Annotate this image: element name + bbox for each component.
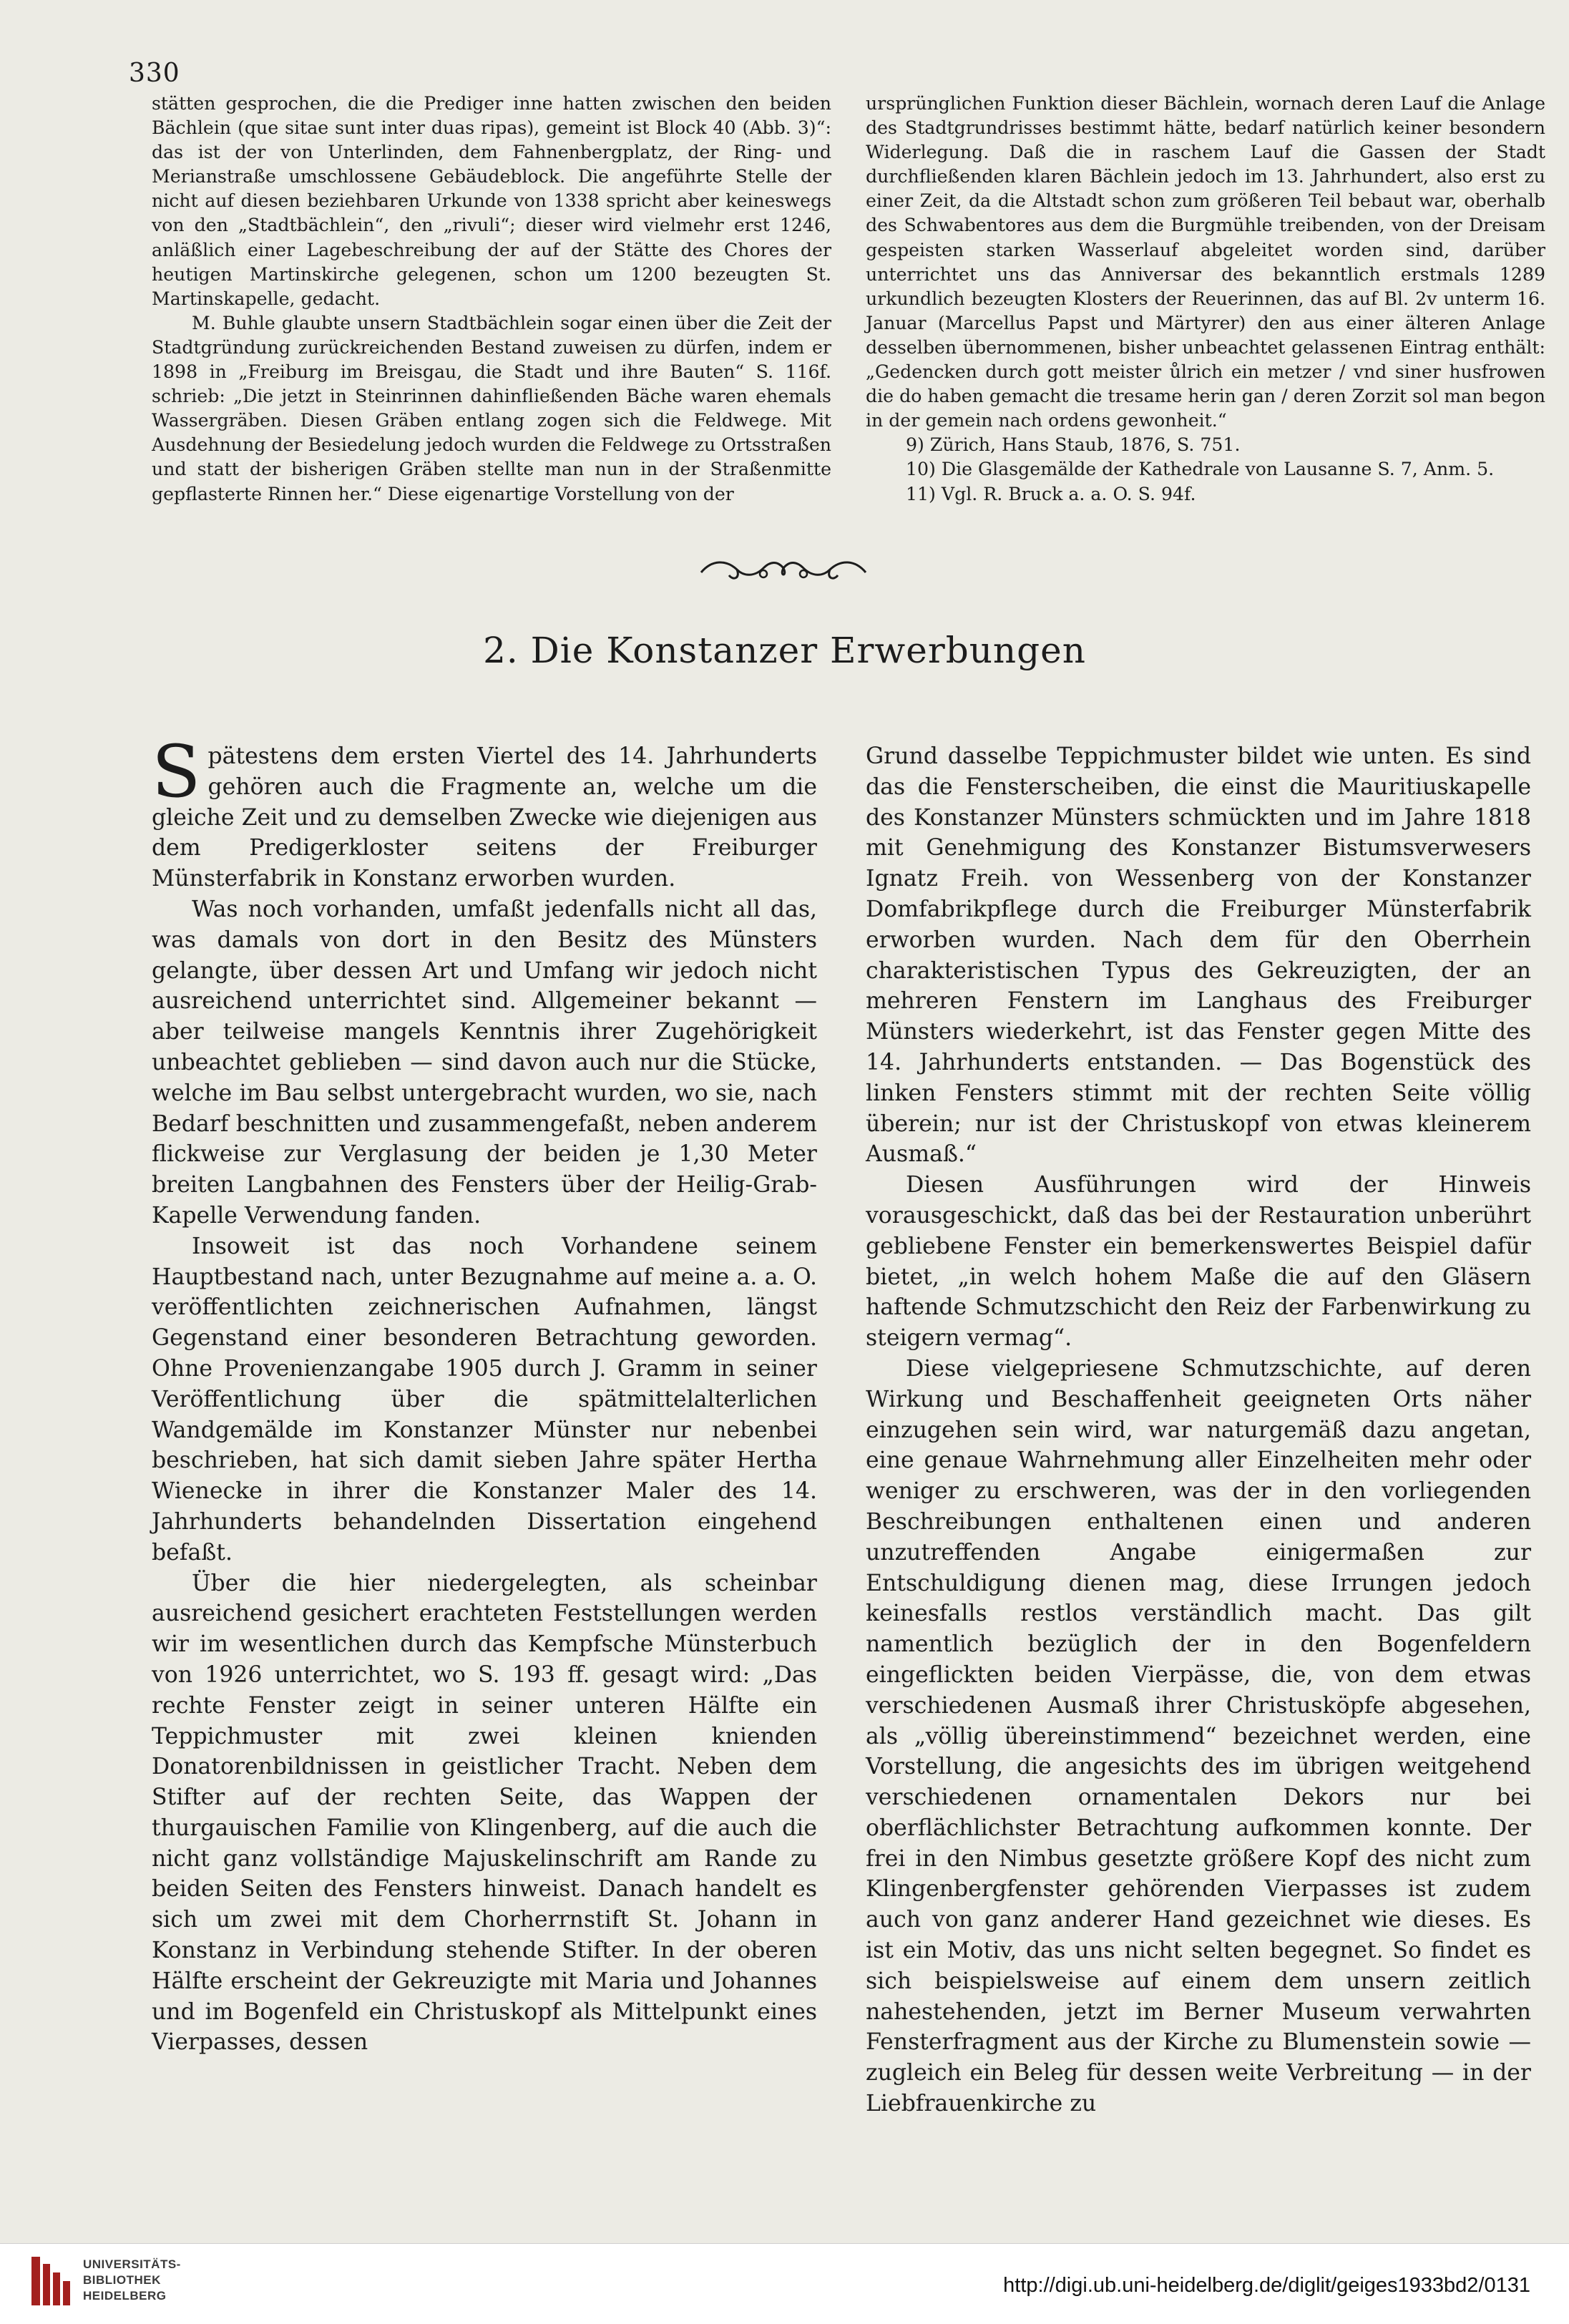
section-heading: 2. Die Konstanzer Erwerbungen: [483, 630, 1086, 671]
source-url-link[interactable]: http://digi.ub.uni-heidelberg.de/diglit/geiges1933bd2/0131: [1003, 2274, 1530, 2297]
body-paragraph: Diesen Ausführungen wird der Hinweis vorausgeschickt, daß das bei der Restauration unberührt gebliebene Fenster ein bemerkenswertes Beispiel dafür bietet, „in welch hohem Maße die auf den Gläsern haftende Schmutzschicht den Reiz der Farbenwirkung zu steigern vermag“.: [866, 1172, 1531, 1352]
body-paragraph: Insoweit ist das noch Vorhandene seinem Hauptbestand nach, unter Bezugnahme auf meine a. a. O. veröffentlichten zeichnerischen Aufnahmen, längst Gegenstand einer besonderen Betrachtung geworden. Ohne Provenienzangabe 1905 durch J. Gramm in seiner Veröffentlichung über die spätmittelalterlichen Wandgemälde im Konstanzer Münster nur nebenbei beschrieben, hat sich damit sieben Jahre später Hertha Wienecke in ihrer die Konstanzer Maler des 14. Jahrhunderts behandelnden Dissertation eingehend befaßt.: [152, 1233, 817, 1566]
body-paragraph: [152, 730, 817, 894]
page-number: 330: [129, 59, 180, 88]
ornament-divider: [698, 552, 869, 585]
university-library-logo-icon: [29, 2252, 74, 2310]
footnote-11: 11) Vgl. R. Bruck a. a. O. S. 94f.: [906, 483, 1196, 504]
library-name-line: HEIDELBERG: [83, 2289, 167, 2303]
footnote-10: 10) Die Glasgemälde der Kathedrale von Lausanne S. 7, Anm. 5.: [906, 459, 1495, 480]
drop-cap: S: [152, 730, 201, 814]
body-text: pätestens dem ersten Viertel des 14. Jahrhunderts gehören auch die Fragmente an, welche um die gleiche Zeit und zu demselben Zwecke wie diejenigen aus dem Predigerkloster seitens der Freiburger Münsterfabrik in Konstanz erworben wurden.: [152, 743, 817, 892]
footnote-column-right: [866, 92, 1545, 507]
body-paragraph: Was noch vorhanden, umfaßt jedenfalls nicht all das, was damals von dort in den Besitz des Münsters gelangte, über dessen Art und Umfang wir jedoch nicht ausreichend unterrichtet sind. Allgemeiner bekannt — aber teilweise mangels Kenntnis ihrer Zugehörigkeit unbeachtet geblieben — sind davon auch nur die Stücke, welche im Bau selbst untergebracht wurden, wo sie, nach Bedarf beschnitten und zusammengefaßt, neben anderem flickweise zur Verglasung der beiden je 1,30 Meter breiten Langbahnen des Fensters über der Heilig-Grab-Kapelle Verwendung fanden.: [152, 896, 817, 1229]
library-name: [83, 2257, 181, 2304]
body-column-right: [866, 741, 1531, 2119]
body-column-left: [152, 730, 817, 2058]
library-name-line: UNIVERSITÄTS-: [83, 2257, 181, 2271]
footnote-9: 9) Zürich, Hans Staub, 1876, S. 751.: [906, 434, 1241, 456]
note-paragraph: ursprünglichen Funktion dieser Bächlein, wornach deren Lauf die Anlage des Stadtgrundrisses bestimmt hätte, bedarf natürlich keiner besondern Widerlegung. Daß die in raschem Lauf die Gassen der Stadt durchfließenden klaren Bächlein jedoch im 13. Jahrhundert, also erst zu einer Zeit, da die Altstadt schon zum größeren Teil bebaut war, oberhalb des Schwabentores aus dem die Burgmühle treibenden, von der Dreisam gespeisten starken Wasserlauf abgeleitet worden sind, darüber unterrichtet uns das Anniversar des bekanntlich erstmals 1289 urkundlich bezeugten Klosters der Reuerinnen, das auf Bl. 2v unterm 16. Januar (Marcellus Papst und Märtyrer) den aus einer älteren Anlage desselben übernommenen, bisher unbeachtet gelassenen Eintrag enthält: „Gedencken durch gott meister ůlrich ein metzer / vnd siner husfrowen die do haben gemacht die tresame herin gan / deren Zorzit sol man begon in der gemein nach ordens gewonheit.“: [866, 93, 1545, 431]
body-paragraph: Diese vielgepriesene Schmutzschichte, auf deren Wirkung und Beschaffenheit geeigneten Orts näher einzugehen sein wird, war naturgemäß dazu angetan, eine genaue Wahrnehmung aller Einzelheiten mehr oder weniger zu erschweren, was der in den vorliegenden Beschreibungen enthaltenen einen und anderen unzutreffenden Angabe einigermaßen zur Entschuldigung dienen mag, diese Irrungen jedoch keinesfalls restlos verständlich macht. Das gilt namentlich bezüglich der in den Bogenfeldern eingeflickten beiden Vierpässe, die, von dem etwas verschiedenen Ausmaß ihrer Christusköpfe abgesehen, als „völlig übereinstimmend“ bezeichnet werden, eine Vorstellung, die angesichts des im übrigen weitgehend verschiedenen ornamentalen Dekors nur bei oberflächlichster Betrachtung aufkommen konnte. Der frei in den Nimbus gesetzte größere Kopf des nicht zum Klingenbergfenster gehörenden Vierpasses ist zudem auch von ganz anderer Hand gezeichnet wie dieses. Es ist ein Motiv, das uns nicht selten begegnet. So findet es sich beispielsweise auf einem dem unsern zeitlich nahestehenden, jetzt im Berner Museum verwahrten Fensterfragment aus der Kirche zu Blumenstein sowie — zugleich ein Beleg für dessen weite Verbreitung — in der Liebfrauenkirche zu: [866, 1355, 1531, 2117]
library-name-line: BIBLIOTHEK: [83, 2273, 161, 2287]
note-paragraph: M. Buhle glaubte unsern Stadtbächlein sogar einen über die Zeit der Stadtgründung zurückreichenden Bestand zuweisen zu dürfen, indem er 1898 in „Freiburg im Breisgau, die Stadt und ihre Bauten“ S. 116f. schrieb: „Die jetzt in Steinrinnen dahinfließenden Bäche waren ehemals Wassergräben. Diesen Gräben entlang zogen sich die Feldwege. Mit Ausdehnung der Besiedelung jedoch wurden die Feldwege zu Ortsstraßen und statt der bisherigen Gräben stellte man nun in der Straßenmitte gepflasterte Rinnen her.“ Diese eigenartige Vorstellung von der: [152, 312, 831, 504]
body-paragraph: Grund dasselbe Teppichmuster bildet wie unten. Es sind das die Fensterscheiben, die einst die Mauritiuskapelle des Konstanzer Münsters schmückten und im Jahre 1818 mit Genehmigung des Konstanzer Bistumsverwesers Ignatz Freih. von Wessenberg von der Konstanzer Domfabrikpflege durch die Freiburger Münsterfabrik erworben wurden. Nach dem für den Oberrhein charakteristischen Typus des Gekreuzigten, der an mehreren Fenstern im Langhaus des Freiburger Münsters wiederkehrt, ist das Fenster gegen Mitte des 14. Jahrhunderts entstanden. — Das Bogenstück des linken Fensters stimmt mit der rechten Seite völlig überein; nur ist der Christuskopf von etwas kleinerem Ausmaß.“: [866, 743, 1531, 1168]
body-paragraph: Über die hier niedergelegten, als scheinbar ausreichend gesichert erachteten Feststellungen werden wir im wesentlichen durch das Kempfsche Münsterbuch von 1926 unterrichtet, wo S. 193 ff. gesagt wird: „Das rechte Fenster zeigt in seiner unteren Hälfte ein Teppichmuster mit zwei kleinen knienden Donatorenbildnissen in geistlicher Tracht. Neben dem Stifter auf der rechten Seite, das Wappen der thurgauischen Familie von Klingenberg, auf die auch die nicht ganz vollständige Majuskelinschrift am Rande zu beiden Seiten des Fensters hinweist. Danach handelt es sich um zwei mit dem Chorherrnstift St. Johann in Konstanz in Verbindung stehende Stifter. In der oberen Hälfte erscheint der Gekreuzigte mit Maria und Johannes und im Bogenfeld ein Christuskopf als Mittelpunkt eines Vierpasses, dessen: [152, 1570, 817, 2056]
footer-bar: [0, 2243, 1569, 2324]
note-paragraph: stätten gesprochen, die die Prediger inne hatten zwischen den beiden Bächlein (que sitae sunt inter duas ripas), gemeint ist Block 40 (Abb. 3)“: das ist der von Unterlinden, dem Fahnenbergplatz, der Ring- und Merianstraße umschlossene Gebäudeblock. Die angeführte Stelle der nicht auf diesen beziehbaren Urkunde von 1338 spricht aber keineswegs von den „Stadtbächlein“, den „rivuli“; dieser wird vielmehr erst 1246, anläßlich einer Lagebeschreibung der auf der Stätte des Chores der heutigen Martinskirche gelegenen, schon um 1200 bezeugten St. Martinskapelle, gedacht.: [152, 93, 831, 309]
footnote-column-left: [152, 92, 831, 507]
